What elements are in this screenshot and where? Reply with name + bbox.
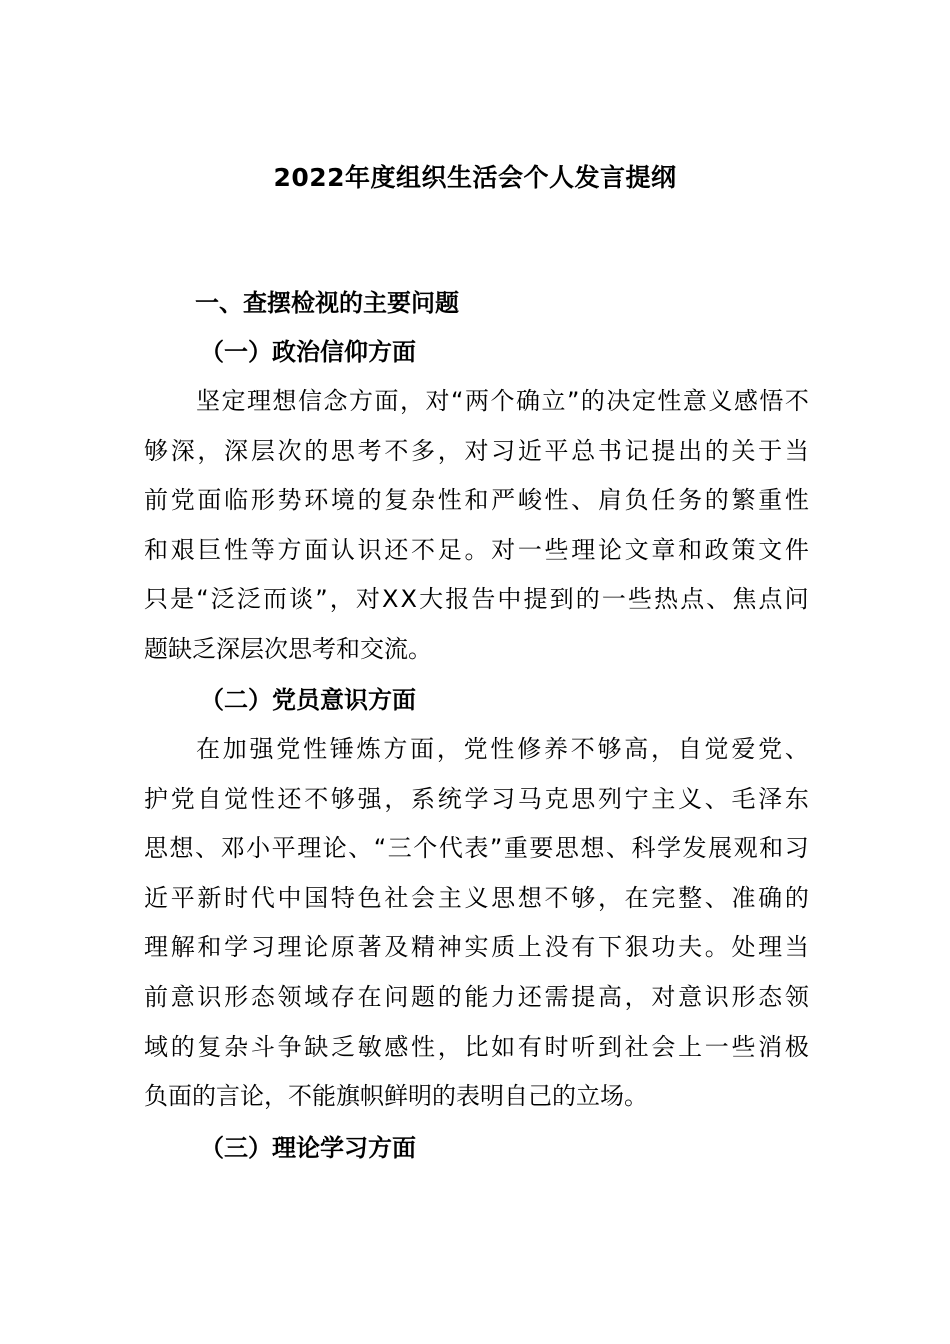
paragraph-line: 负面的言论，不能旗帜鲜明的表明自己的立场。 <box>144 1082 648 1111</box>
paragraph-line: 近 平 新 时 代 中 国 特 色 社 会 主 义 思 想 不 够 ， 在 完 整 、 准 确 的 <box>144 883 809 912</box>
paragraph-line: 理 解 和 学 习 理 论 原 著 及 精 神 实 质 上 没 有 下 狠 功 夫 。 处 理 当 <box>144 933 809 962</box>
subsection-heading-political-belief: （一）政治信仰方面 <box>200 338 416 366</box>
subsection-heading-theory-study: （三）理论学习方面 <box>200 1134 416 1162</box>
paragraph-line: 护 党 自 觉 性 还 不 够 强 ， 系 统 学 习 马 克 思 列 宁 主 义 、 毛 泽 东 <box>144 784 809 813</box>
paragraph-line: 域 的 复 杂 斗 争 缺 乏 敏 感 性 ， 比 如 有 时 听 到 社 会 上 一 些 消 极 <box>144 1032 809 1061</box>
paragraph-line: 题缺乏深层次思考和交流。 <box>144 634 432 663</box>
paragraph-line: 只 是 “ 泛 泛 而 谈 ” ， 对 X X 大 报 告 中 提 到 的 一 些 热 点 、 焦 点 问 <box>144 585 809 614</box>
subsection-heading-party-awareness: （二）党员意识方面 <box>200 686 416 714</box>
paragraph-line: 思 想 、 邓 小 平 理 论 、 “ 三 个 代 表 ” 重 要 思 想 、 科 学 发 展 观 和 习 <box>144 834 809 863</box>
paragraph-line: 前 意 识 形 态 领 域 存 在 问 题 的 能 力 还 需 提 高 ， 对 意 识 形 态 领 <box>144 982 809 1011</box>
paragraph-line: 在 加 强 党 性 锤 炼 方 面 ， 党 性 修 养 不 够 高 ， 自 觉 爱 党 、 <box>196 735 809 763</box>
document-title: 2022年度组织生活会个人发言提纲 <box>273 163 677 192</box>
paragraph-line: 和 艰 巨 性 等 方 面 认 识 还 不 足 。 对 一 些 理 论 文 章 和 政 策 文 件 <box>144 535 809 564</box>
paragraph-line: 前 党 面 临 形 势 环 境 的 复 杂 性 和 严 峻 性 、 肩 负 任 务 的 繁 重 性 <box>144 486 809 515</box>
paragraph-line: 够 深 ， 深 层 次 的 思 考 不 多 ， 对 习 近 平 总 书 记 提 出 的 关 于 当 <box>144 436 809 465</box>
paragraph-party-awareness <box>144 725 809 1122</box>
paragraph-line: 坚 定 理 想 信 念 方 面 ， 对 “ 两 个 确 立 ” 的 决 定 性 意 义 感 悟 不 <box>196 387 809 415</box>
paragraph-political-belief <box>144 377 809 675</box>
section-heading: 一、查摆检视的主要问题 <box>195 289 459 317</box>
